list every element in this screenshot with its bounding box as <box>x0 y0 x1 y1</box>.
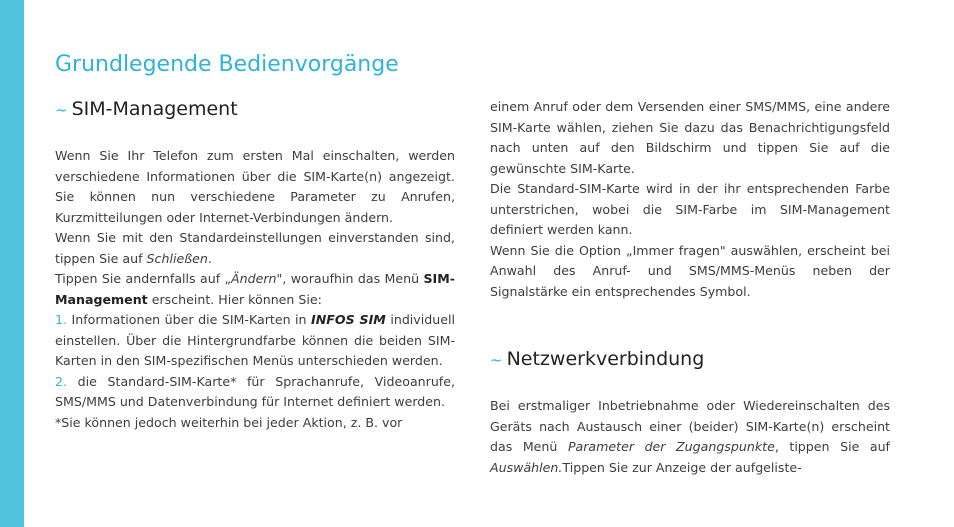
left-column <box>55 146 455 433</box>
text: die Standard-SIM-Karte* für Sprachanrufe, Videoanrufe, SMS/MMS und Datenverbindung für Internet definiert werden. <box>55 373 455 409</box>
sim-management-menu-name: SIM-Management <box>55 271 455 307</box>
right-column-bottom <box>490 396 890 478</box>
text: individuell einstellen. Über die Hintergrundfarbe können die beiden SIM-Karten in den SIM-spezifischen Menüs unterschieden werden. <box>55 312 455 368</box>
text: Wenn Sie mit den Standardeinstellungen einverstanden sind, tippen Sie auf <box>55 230 455 266</box>
side-accent-bar <box>0 0 24 527</box>
page-title: Grundlegende Bedienvorgänge <box>55 52 399 77</box>
text: Tippen Sie andernfalls auf „ <box>55 271 232 286</box>
footnote-continuation: einem Anruf oder dem Versenden einer SMS/MMS, eine andere SIM-Karte wählen, ziehen Sie dazu das Benachrichtigungsfeld nach unten auf den Bildschirm und tippen Sie auf die gewünschte SIM-Karte. <box>490 99 890 176</box>
default-sim-paragraph: Die Standard-SIM-Karte wird in der ihr entsprechenden Farbe unterstrichen, wobei die SIM-Farbe im SIM-Management definiert werden kann. <box>490 181 890 237</box>
text: erscheint. Hier können Sie: <box>147 291 322 307</box>
intro-paragraph: Wenn Sie Ihr Telefon zum ersten Mal einschalten, werden verschiedene Informationen über die SIM-Karte(n) angezeigt. Sie können nun verschiedene Parameter zu Anrufen, Kurzmitteilungen oder Internet-Verbindungen ändern. <box>55 148 455 225</box>
close-link: Schließen <box>146 250 208 266</box>
text: , tippen Sie auf <box>774 439 890 454</box>
list-number: 1. <box>55 312 68 327</box>
section-heading-label: SIM-Management <box>71 98 238 120</box>
list-item-2 <box>55 372 455 413</box>
infos-sim-menu-name: INFOS SIM <box>311 312 386 327</box>
select-action: Auswählen. <box>490 459 563 475</box>
right-column-top <box>490 97 890 302</box>
change-paragraph <box>55 269 455 310</box>
tilde-bullet: ~ <box>55 101 68 119</box>
text: ", woraufhin das Menü <box>276 271 424 286</box>
text: Informationen über die SIM-Karten in <box>67 312 312 327</box>
text: Tippen Sie zur Anzeige der aufgeliste- <box>562 459 802 475</box>
footnote-start: *Sie können jedoch weiterhin bei jeder Aktion, z. B. vor <box>55 414 403 430</box>
always-ask-paragraph: Wenn Sie die Option „Immer fragen" auswählen, erscheint bei Anwahl des Anruf- und SMS/MMS-Menüs neben der Signalstärke ein entsprechendes Symbol. <box>490 242 890 299</box>
text: . <box>207 250 212 266</box>
list-number: 2. <box>55 373 68 389</box>
text: Bei erstmaliger Inbetriebnahme oder Wiedereinschalten des Geräts nach Austausch einer (beider) SIM-Karte(n) erscheint das Menü <box>490 398 890 454</box>
change-link: Ändern <box>231 271 277 286</box>
section-heading-sim-management <box>55 98 238 120</box>
network-paragraph <box>490 396 890 478</box>
close-paragraph <box>55 228 455 269</box>
section-heading-label: Netzwerkverbindung <box>506 348 705 370</box>
list-item-1 <box>55 310 455 372</box>
tilde-bullet: ~ <box>490 351 503 369</box>
section-heading-netzwerkverbindung <box>490 348 704 370</box>
apn-menu-name: Parameter der Zugangspunkte <box>567 439 775 454</box>
